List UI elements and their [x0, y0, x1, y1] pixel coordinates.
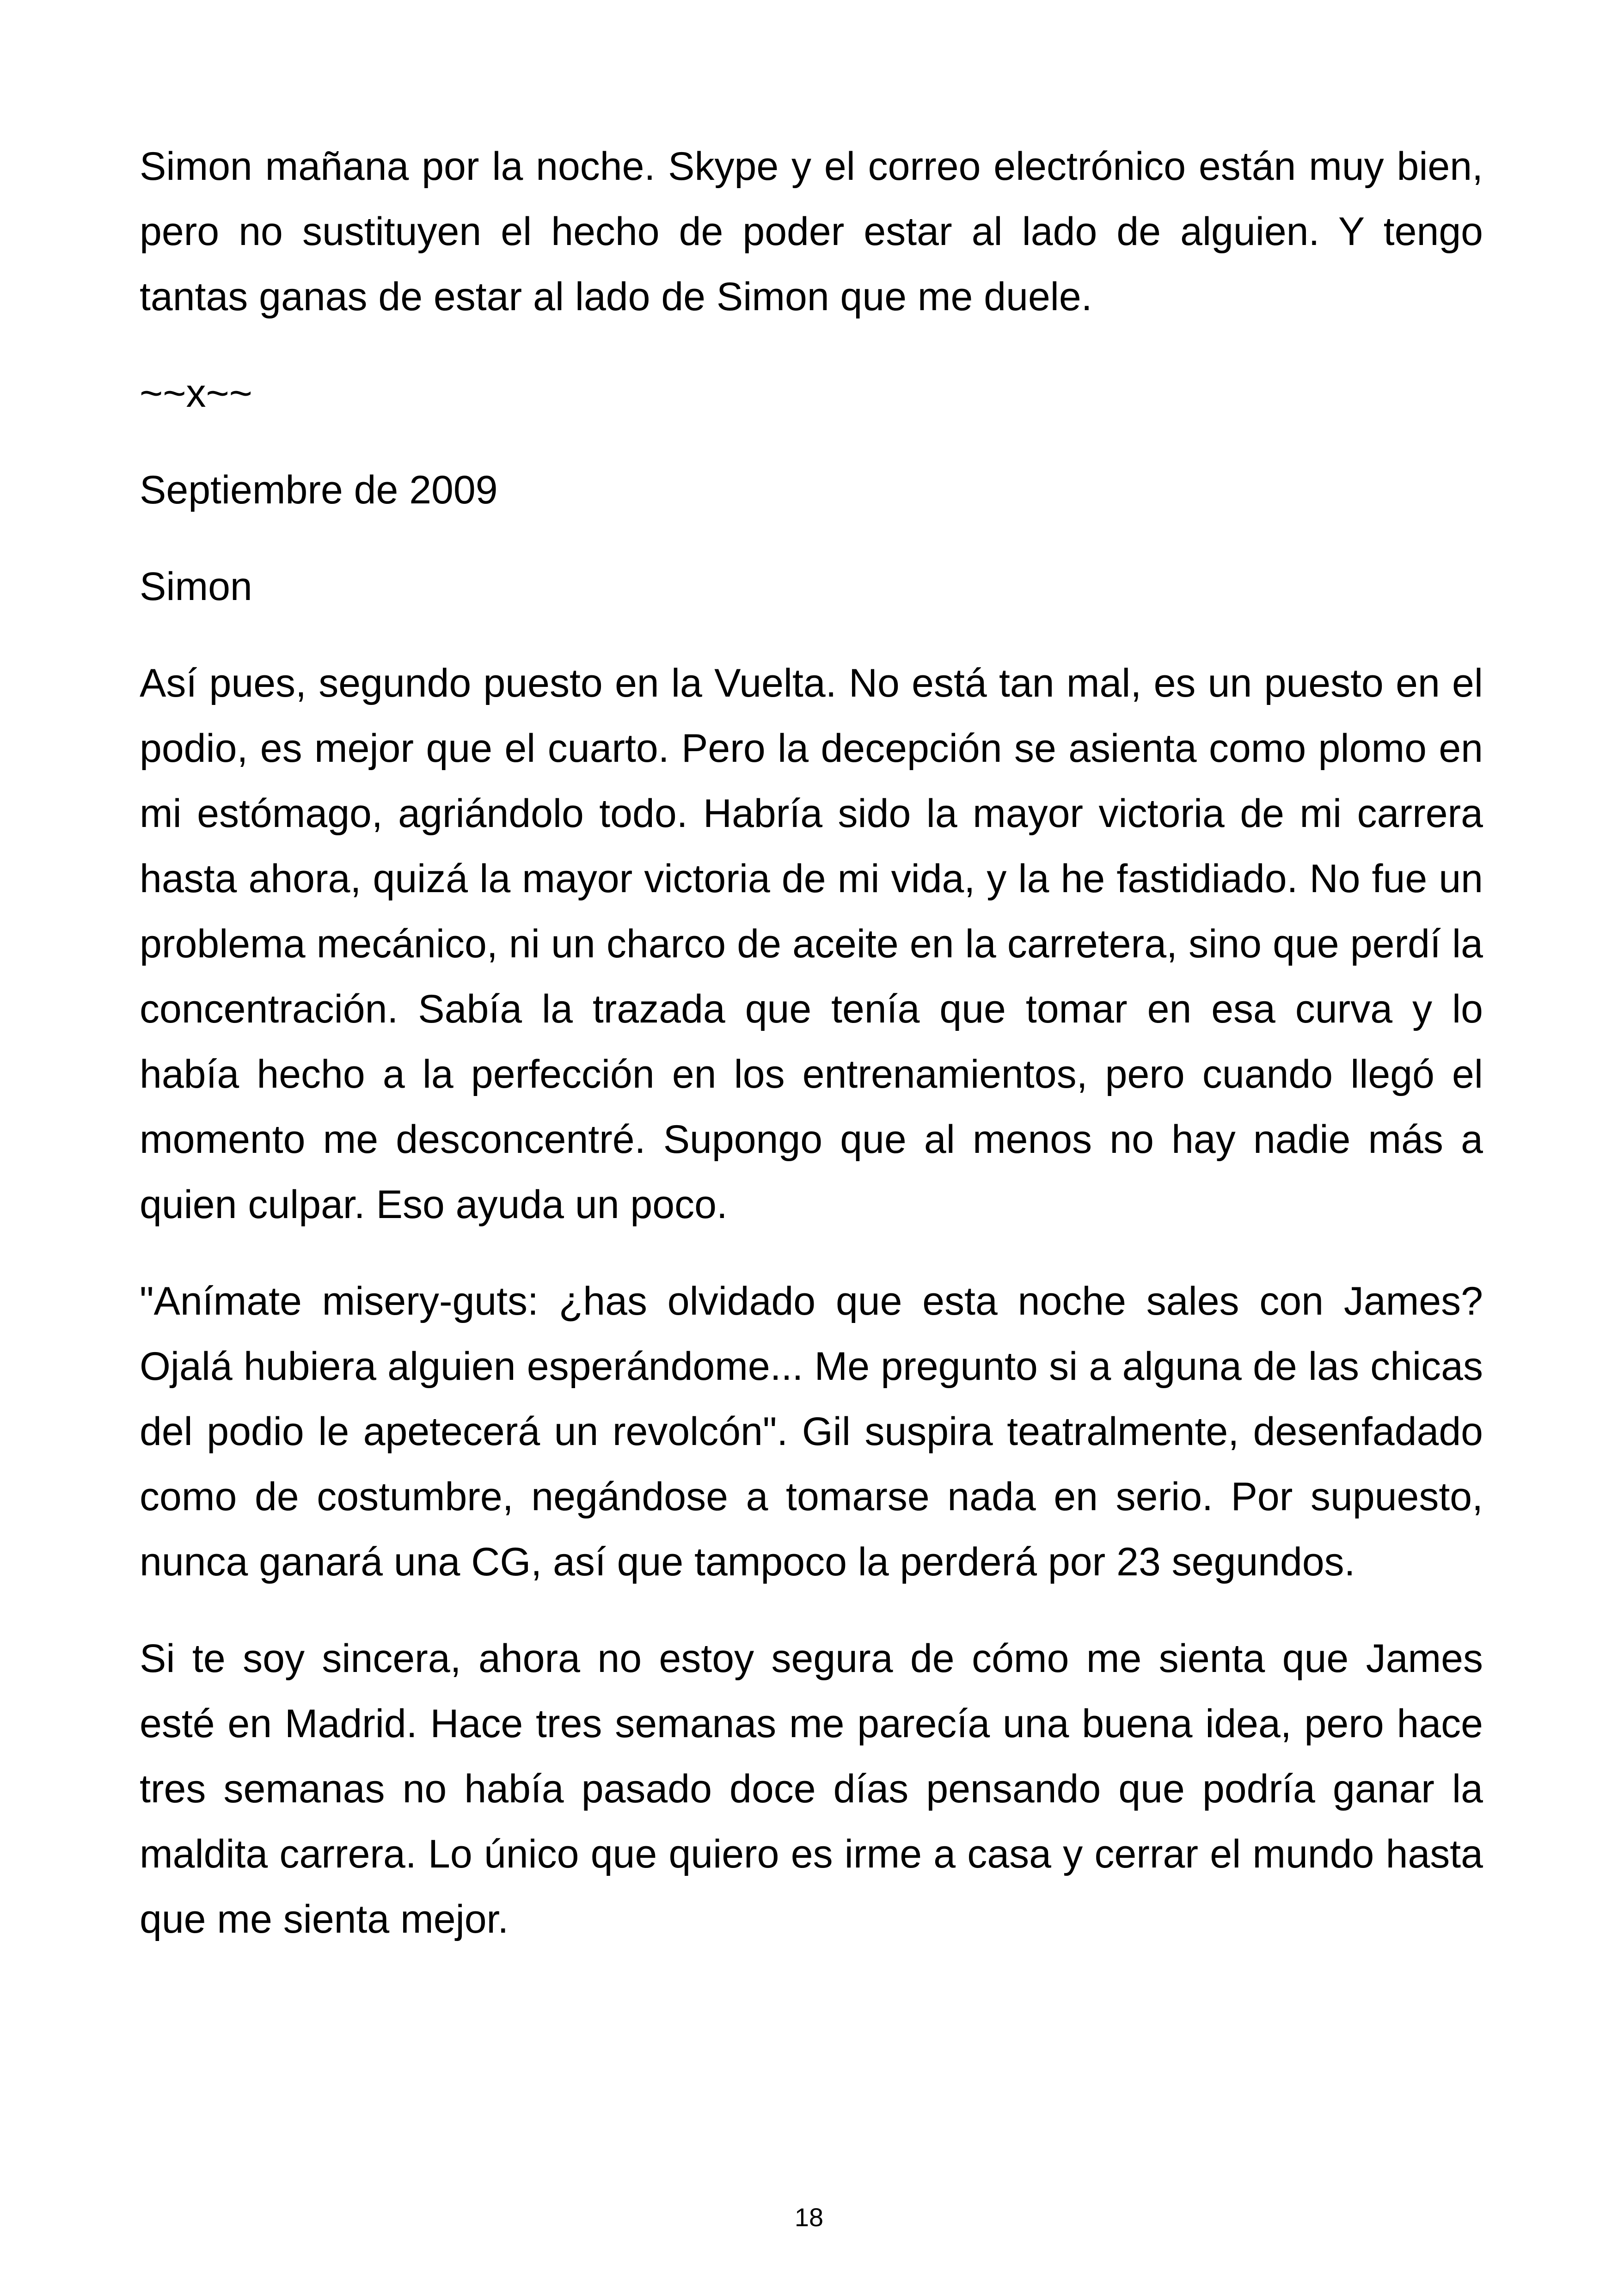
page-number: 18 [794, 2203, 824, 2232]
paragraph-gil: "Anímate misery-guts: ¿has olvidado que esta noche sales con James? Ojalá hubiera alguien esperándome... Me pregunto si a alguna de las chicas del podio le apetecerá un revolcón". Gil suspira teatralmente, desenfadado como de costumbre, negándose a tomarse nada en serio. Por supuesto, nunca ganará una CG, así que tampoco la perderá por 23 segundos. [140, 1279, 1483, 1584]
page-body [140, 134, 1483, 1984]
section-narrator: Simon [140, 564, 252, 609]
paragraph-madrid: Si te soy sincera, ahora no estoy segura de cómo me sienta que James esté en Madrid. Hace tres semanas me parecía una buena idea, pero hace tres semanas no había pasado doce días pensando que podría ganar la maldita carrera. Lo único que quiero es irme a casa y cerrar el mundo hasta que me sienta mejor. [140, 1636, 1483, 1941]
paragraph-vuelta: Así pues, segundo puesto en la Vuelta. No está tan mal, es un puesto en el podio, es mejor que el cuarto. Pero la decepción se asienta como plomo en mi estómago, agriándolo todo. Habría sido la mayor victoria de mi carrera hasta ahora, quizá la mayor victoria de mi vida, y la he fastidiado. No fue un problema mecánico, ni un charco de aceite en la carretera, sino que perdí la concentración. Sabía la trazada que tenía que tomar en esa curva y lo había hecho a la perfección en los entrenamientos, pero cuando llegó el momento me desconcentré. Supongo que al menos no hay nadie más a quien culpar. Eso ayuda un poco. [140, 661, 1483, 1227]
section-date: Septiembre de 2009 [140, 468, 498, 512]
section-separator: ~~x~~ [140, 371, 252, 416]
paragraph-opening: Simon mañana por la noche. Skype y el correo electrónico están muy bien, pero no sustituyen el hecho de poder estar al lado de alguien. Y tengo tantas ganas de estar al lado de Simon que me duele. [140, 144, 1483, 319]
